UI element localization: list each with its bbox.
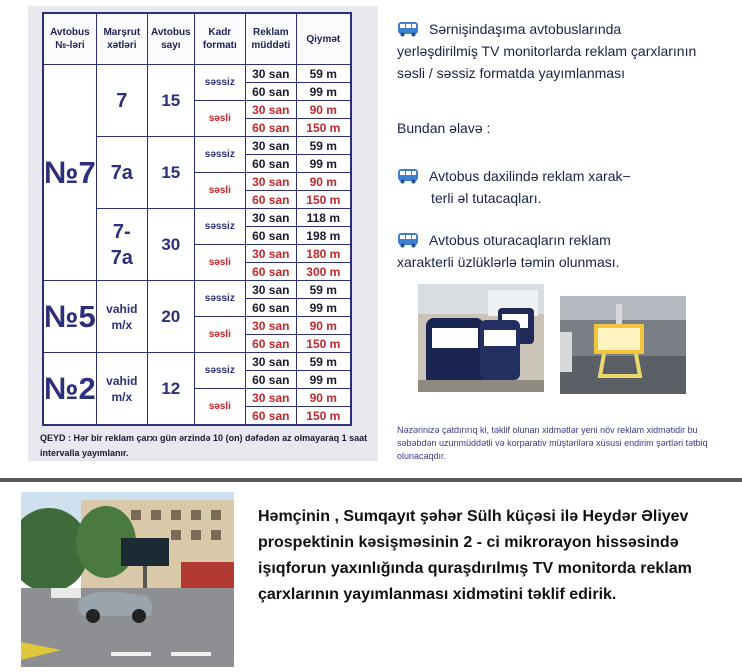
- frame-format-cell: səsli: [194, 173, 245, 209]
- price-cell: 118 m: [296, 209, 351, 227]
- header-ad-duration: Reklam müddəti: [245, 13, 296, 65]
- duration-cell: 30 san: [245, 389, 296, 407]
- duration-cell: 60 san: [245, 263, 296, 281]
- hand-hold-photo: [560, 296, 686, 394]
- bus-number-cell: №7: [43, 65, 96, 281]
- price-cell: 90 m: [296, 317, 351, 335]
- table-header-row: [43, 13, 351, 65]
- duration-cell: 60 san: [245, 227, 296, 245]
- frame-format-cell: səssiz: [194, 281, 245, 317]
- price-cell: 59 m: [296, 353, 351, 371]
- duration-cell: 60 san: [245, 335, 296, 353]
- table-row: [43, 65, 351, 83]
- price-cell: 90 m: [296, 101, 351, 119]
- bottom-offer-text: Həmçinin , Sumqayıt şəhər Sülh küçəsi ilə Heydər Əliyev prospektinin kəsişməsinin 2 - ci mikrorayon hissəsində işıqforun yaxınlığında quraşdırılmış TV monitorda reklam çarxlarının yayımlanması xidmətini təklif edirik.: [258, 508, 692, 603]
- price-cell: 150 m: [296, 335, 351, 353]
- duration-cell: 30 san: [245, 101, 296, 119]
- section-divider: [0, 478, 742, 482]
- price-cell: 198 m: [296, 227, 351, 245]
- price-table-panel: [28, 6, 378, 461]
- bus-count-cell: 20: [147, 281, 194, 353]
- price-cell: 150 m: [296, 191, 351, 209]
- duration-cell: 30 san: [245, 245, 296, 263]
- route-cell: vahid m/x: [96, 353, 147, 426]
- service-seat-covers-lead: Avtobus oturacaqların reklam: [429, 232, 611, 248]
- frame-format-cell: səssiz: [194, 209, 245, 245]
- price-cell: 90 m: [296, 389, 351, 407]
- price-cell: 59 m: [296, 65, 351, 83]
- duration-cell: 30 san: [245, 281, 296, 299]
- duration-cell: 60 san: [245, 407, 296, 426]
- service-monitors: [397, 18, 727, 84]
- header-bus-no: Avtobus №-ləri: [43, 13, 96, 65]
- price-cell: 59 m: [296, 137, 351, 155]
- bus-number-cell: №5: [43, 281, 96, 353]
- route-cell: 7- 7a: [96, 209, 147, 281]
- duration-cell: 30 san: [245, 209, 296, 227]
- service-seat-covers: [397, 229, 727, 273]
- duration-cell: 30 san: [245, 173, 296, 191]
- service-handles-lead: Avtobus daxilində reklam xarak−: [429, 168, 631, 184]
- additional-intro: Bundan əlavə :: [397, 120, 491, 136]
- service-handles-text: terli əl tutacaqları.: [431, 190, 542, 206]
- frame-format-cell: səsli: [194, 389, 245, 426]
- frame-format-cell: səssiz: [194, 65, 245, 101]
- price-cell: 99 m: [296, 299, 351, 317]
- bus-seats-photo: [418, 284, 544, 392]
- price-cell: 150 m: [296, 407, 351, 426]
- table-row: [43, 281, 351, 299]
- frame-format-cell: səsli: [194, 101, 245, 137]
- duration-cell: 60 san: [245, 191, 296, 209]
- frame-format-cell: səsli: [194, 245, 245, 281]
- bus-icon: [397, 232, 419, 248]
- price-cell: 300 m: [296, 263, 351, 281]
- bus-count-cell: 15: [147, 65, 194, 137]
- price-cell: 99 m: [296, 155, 351, 173]
- frame-format-cell: səssiz: [194, 353, 245, 389]
- duration-cell: 60 san: [245, 371, 296, 389]
- service-seat-covers-text: xarakterli üzlüklərlə təmin olunması.: [397, 254, 620, 270]
- price-cell: 180 m: [296, 245, 351, 263]
- duration-cell: 30 san: [245, 353, 296, 371]
- duration-cell: 60 san: [245, 83, 296, 101]
- promo-note: Nəzərinizə çatdırırıq ki, təklif olunan xidmətlər yeni növ reklam xidmətidir bu səbəbdən uzunmüddətli və korparativ müştərilərə xüsusi endirim şərtləri tətbiq olunacaqdır.: [397, 425, 708, 461]
- duration-cell: 60 san: [245, 155, 296, 173]
- header-bus-count: Avtobus sayı: [147, 13, 194, 65]
- duration-cell: 30 san: [245, 317, 296, 335]
- service-monitors-text: yerləşdirilmiş TV monitorlarda reklam çarxlarının səsli / səssiz formatda yayımlanması: [397, 43, 697, 81]
- price-cell: 99 m: [296, 83, 351, 101]
- street-monitor-photo: [21, 492, 234, 667]
- service-handles: [397, 165, 727, 209]
- route-cell: 7: [96, 65, 147, 137]
- bus-number-cell: №2: [43, 353, 96, 426]
- table-note: QEYD : Hər bir reklam çarxı gün ərzində 10 (on) dəfədən az olmayaraq 1 saat intervalla yayımlanır.: [40, 433, 368, 458]
- table-row: [43, 353, 351, 371]
- price-cell: 90 m: [296, 173, 351, 191]
- duration-cell: 60 san: [245, 119, 296, 137]
- bus-icon: [397, 168, 419, 184]
- price-cell: 59 m: [296, 281, 351, 299]
- frame-format-cell: səssiz: [194, 137, 245, 173]
- header-routes: Marşrut xətləri: [96, 13, 147, 65]
- duration-cell: 30 san: [245, 65, 296, 83]
- bus-count-cell: 15: [147, 137, 194, 209]
- service-monitors-lead: Sərnişindaşıma avtobuslarında: [429, 21, 622, 37]
- route-cell: vahid m/x: [96, 281, 147, 353]
- bus-icon: [397, 21, 419, 37]
- frame-format-cell: səsli: [194, 317, 245, 353]
- price-table: [42, 12, 352, 426]
- price-cell: 99 m: [296, 371, 351, 389]
- route-cell: 7a: [96, 137, 147, 209]
- header-frame-format: Kadr formatı: [194, 13, 245, 65]
- header-price: Qiymət: [296, 13, 351, 65]
- bus-count-cell: 30: [147, 209, 194, 281]
- bus-count-cell: 12: [147, 353, 194, 426]
- price-cell: 150 m: [296, 119, 351, 137]
- duration-cell: 60 san: [245, 299, 296, 317]
- duration-cell: 30 san: [245, 137, 296, 155]
